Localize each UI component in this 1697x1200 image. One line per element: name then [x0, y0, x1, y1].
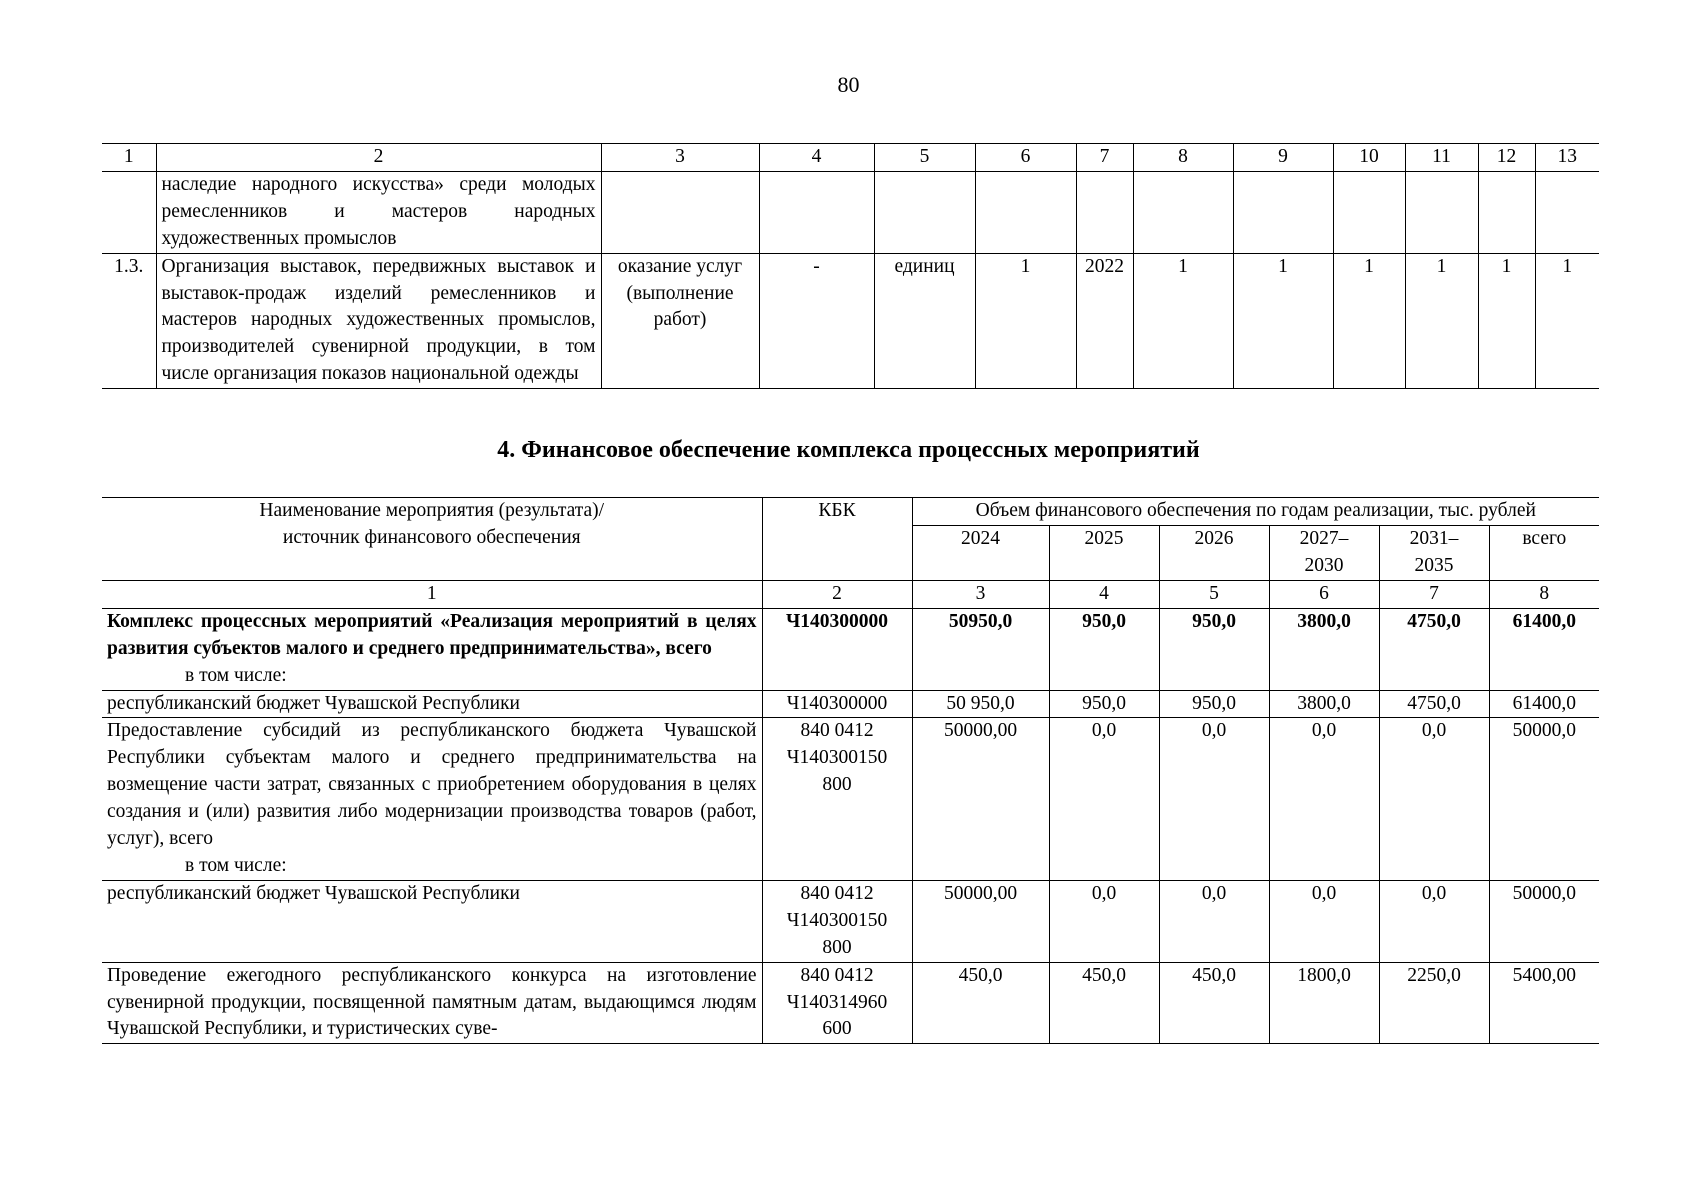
- col-number: 1: [102, 144, 156, 172]
- header-row: [102, 498, 1599, 526]
- kbk: Ч140300000: [762, 608, 912, 690]
- col-number: 6: [975, 144, 1076, 172]
- row-number: 1.3.: [102, 253, 156, 389]
- year-header: всего: [1489, 525, 1599, 580]
- value: 3800,0: [1269, 608, 1379, 690]
- value: 50000,00: [912, 880, 1049, 962]
- table-row: [102, 718, 1599, 880]
- col-number: 2: [762, 580, 912, 608]
- row-name: Проведение ежегодного республиканского конкурса на изготовление сувенирной продукции, посвященной памятным датам, выдающимся людям Чувашской Республики, и туристических суве-: [102, 962, 762, 1044]
- col-number: 5: [1159, 580, 1269, 608]
- value: 0,0: [1379, 718, 1489, 880]
- value: 5400,00: [1489, 962, 1599, 1044]
- cell: 1: [1405, 253, 1478, 389]
- col-number: 13: [1535, 144, 1599, 172]
- cell: 1: [975, 253, 1076, 389]
- cell: 1: [1133, 253, 1233, 389]
- col-number: 9: [1233, 144, 1333, 172]
- value: 0,0: [1159, 718, 1269, 880]
- value: 0,0: [1049, 718, 1159, 880]
- col-number: 3: [912, 580, 1049, 608]
- page-number: 80: [837, 72, 860, 97]
- value: 950,0: [1159, 608, 1269, 690]
- row-name: республиканский бюджет Чувашской Республики: [102, 690, 762, 718]
- table-row: [102, 690, 1599, 718]
- value: 950,0: [1049, 690, 1159, 718]
- col-number: 4: [1049, 580, 1159, 608]
- col-number: 4: [759, 144, 874, 172]
- value: 1800,0: [1269, 962, 1379, 1044]
- financing-table: [102, 497, 1599, 1044]
- year-header: 2031–2035: [1379, 525, 1489, 580]
- kbk: Ч140300000: [762, 690, 912, 718]
- table-row: [102, 880, 1599, 962]
- value: 3800,0: [1269, 690, 1379, 718]
- header-volume: Объем финансового обеспечения по годам реализации, тыс. рублей: [912, 498, 1599, 526]
- section-title: 4. Финансовое обеспечение комплекса процессных мероприятий: [497, 437, 1200, 463]
- row-name: Организация выставок, передвижных выставок и выставок-продаж изделий ремесленников и мастеров народных художественных промыслов, производителей сувенирной продукции, в том числе организация показов национальной одежды: [156, 253, 601, 389]
- value: 50 950,0: [912, 690, 1049, 718]
- value: 4750,0: [1379, 690, 1489, 718]
- value: 61400,0: [1489, 608, 1599, 690]
- year-header: 2027–2030: [1269, 525, 1379, 580]
- value: 0,0: [1049, 880, 1159, 962]
- col-number: 12: [1478, 144, 1535, 172]
- year-header: 2026: [1159, 525, 1269, 580]
- row-type: оказание услуг (выполнение работ): [601, 253, 759, 389]
- value: 0,0: [1269, 718, 1379, 880]
- value: 450,0: [912, 962, 1049, 1044]
- year: 2022: [1076, 253, 1133, 389]
- value: 0,0: [1269, 880, 1379, 962]
- cell: 1: [1535, 253, 1599, 389]
- continuation-text: наследие народного искусства» среди молодых ремесленников и мастеров народных художественных промыслов: [156, 171, 601, 253]
- col-number: 8: [1489, 580, 1599, 608]
- kbk: 840 0412 Ч140300150 800: [762, 718, 912, 880]
- column-number-row: [102, 144, 1599, 172]
- cell: 1: [1333, 253, 1405, 389]
- table-row: [102, 608, 1599, 690]
- value: 950,0: [1049, 608, 1159, 690]
- table-row: [102, 253, 1599, 389]
- kbk: 840 0412 Ч140300150 800: [762, 880, 912, 962]
- row-name: Комплекс процессных мероприятий «Реализация мероприятий в целях развития субъектов малого и среднего предпринимательства», всего: [107, 610, 757, 659]
- value: 50000,00: [912, 718, 1049, 880]
- col-number: 10: [1333, 144, 1405, 172]
- col-number: 7: [1379, 580, 1489, 608]
- value: 950,0: [1159, 690, 1269, 718]
- row-name: Предоставление субсидий из республиканского бюджета Чувашской Республики субъектам малого и среднего предпринимательства на возмещение части затрат, связанных с приобретением оборудования в целях создания и (или) развития либо модернизации производства товаров (работ, услуг), всего: [107, 720, 757, 850]
- value: 61400,0: [1489, 690, 1599, 718]
- value: 2250,0: [1379, 962, 1489, 1044]
- col-number: 5: [874, 144, 975, 172]
- value: 4750,0: [1379, 608, 1489, 690]
- col-number: 8: [1133, 144, 1233, 172]
- year-header: 2024: [912, 525, 1049, 580]
- indicators-table: [102, 143, 1599, 389]
- header-name: Наименование мероприятия (результата)/ источник финансового обеспечения: [102, 498, 762, 581]
- col-number: 3: [601, 144, 759, 172]
- cell: -: [759, 253, 874, 389]
- table-row: [102, 962, 1599, 1044]
- row-subtitle: в том числе:: [185, 854, 287, 876]
- value: 0,0: [1379, 880, 1489, 962]
- row-subtitle: в том числе:: [185, 664, 287, 686]
- year-header: 2025: [1049, 525, 1159, 580]
- unit: единиц: [874, 253, 975, 389]
- value: 50000,0: [1489, 718, 1599, 880]
- kbk: 840 0412 Ч140314960 600: [762, 962, 912, 1044]
- col-number: 6: [1269, 580, 1379, 608]
- col-number: 11: [1405, 144, 1478, 172]
- value: 50950,0: [912, 608, 1049, 690]
- cell: 1: [1233, 253, 1333, 389]
- col-number: 7: [1076, 144, 1133, 172]
- col-number: 1: [102, 580, 762, 608]
- col-number: 2: [156, 144, 601, 172]
- value: 450,0: [1049, 962, 1159, 1044]
- cell: 1: [1478, 253, 1535, 389]
- value: 450,0: [1159, 962, 1269, 1044]
- column-number-row: [102, 580, 1599, 608]
- table-row: [102, 171, 1599, 253]
- row-name: республиканский бюджет Чувашской Республики: [102, 880, 762, 962]
- value: 0,0: [1159, 880, 1269, 962]
- header-kbk: КБК: [762, 498, 912, 581]
- value: 50000,0: [1489, 880, 1599, 962]
